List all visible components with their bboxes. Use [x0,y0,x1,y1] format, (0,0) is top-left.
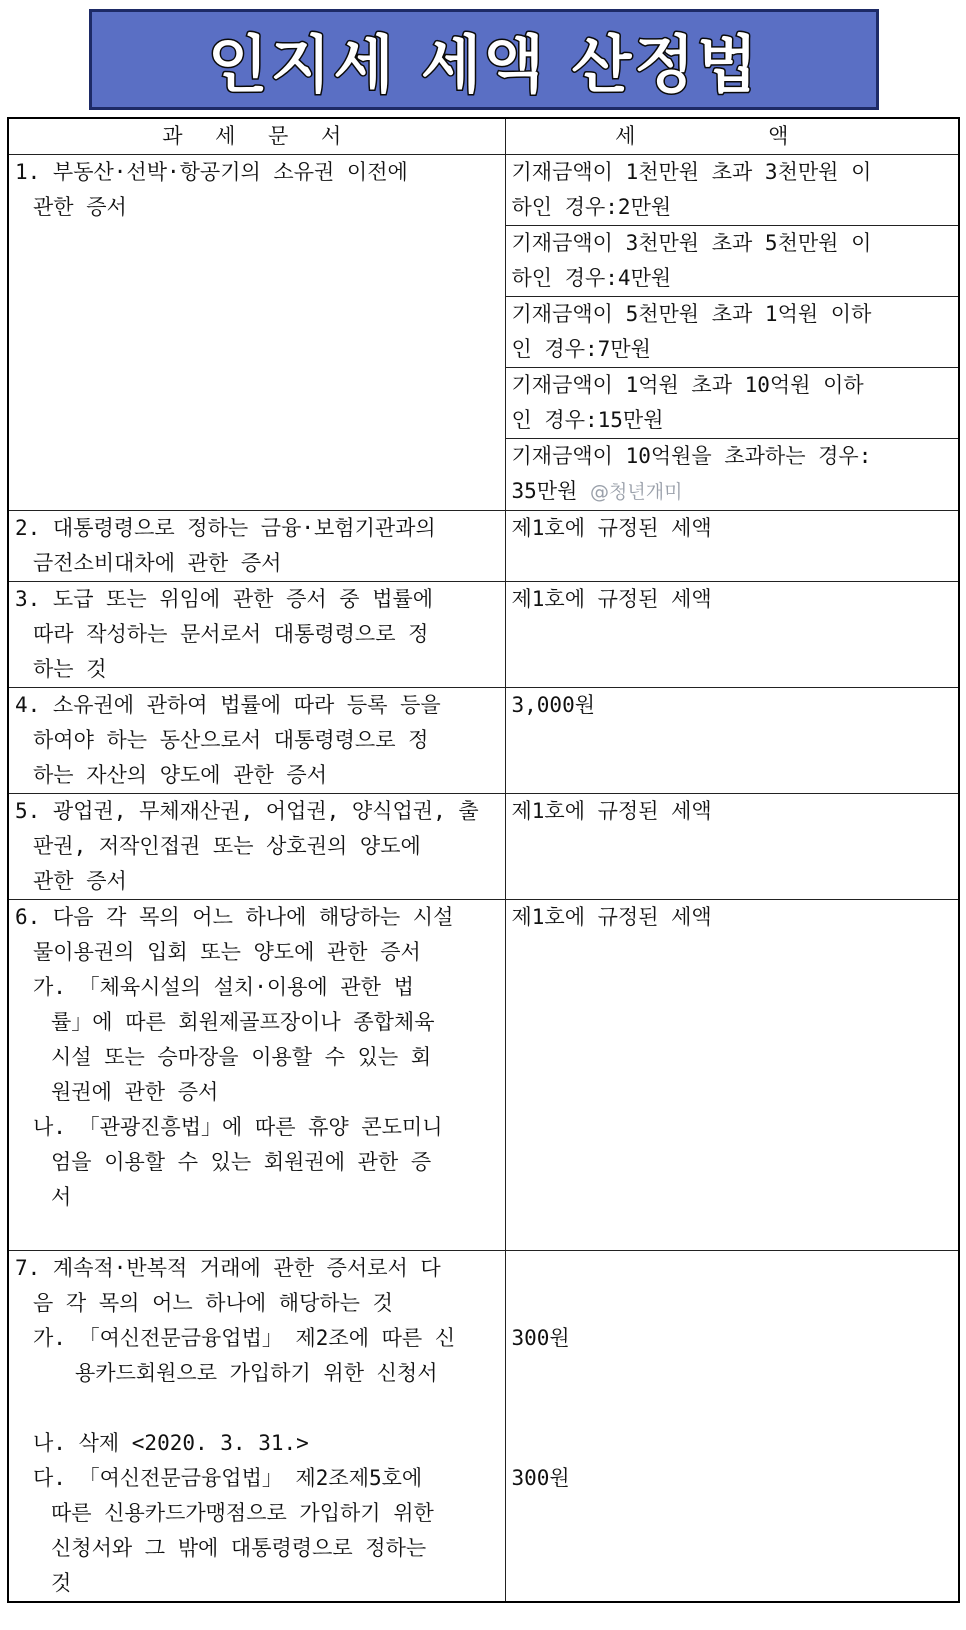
document-cell-5 [8,794,505,900]
row6-na-line: 서 [51,1185,72,1209]
document-cell-4 [8,688,505,794]
tier-1 [506,155,959,226]
tier-4 [506,368,959,439]
row3-line: 따라 작성하는 문서로서 대통령령으로 정 [33,622,429,646]
watermark: @청년개미 [590,481,683,503]
tax-cell-7 [505,1251,959,1603]
tier-amount: 35만원 [511,479,578,503]
row7-ga-line: 가. 「여신전문금융업법」 제2조에 따른 신 [33,1326,456,1350]
row7-ga-line: 용카드회원으로 가입하기 위한 신청서 [75,1361,438,1385]
tier-text: 하인 경우:4만원 [511,266,672,290]
row7-da-line: 다. 「여신전문금융업법」 제2조제5호에 [33,1466,423,1490]
row1-line: 1. 부동산·선박·항공기의 소유권 이전에 [15,160,408,184]
document-cell-7 [8,1251,505,1603]
row7-line: 음 각 목의 어느 하나에 해당하는 것 [33,1291,393,1315]
tax-cell-3: 제1호에 규정된 세액 [505,582,959,688]
table-row [8,794,959,900]
document-cell-1 [8,155,505,511]
document-cell-3 [8,582,505,688]
spacer [15,1391,499,1426]
table-row [8,582,959,688]
row6-ga-line: 원권에 관한 증서 [51,1080,219,1104]
page-title: 인지세 세액 산정법 [207,28,761,101]
tax-table [7,117,960,1603]
tier-3 [506,297,959,368]
row7-da-tax: 300원 [511,1466,570,1490]
row7-da-line: 것 [51,1571,72,1595]
tier-text: 기재금액이 3천만원 초과 5천만원 이 [511,231,872,255]
tier-2 [506,226,959,297]
tier-text: 기재금액이 1억원 초과 10억원 이하 [511,373,864,397]
table-row [8,1251,959,1603]
tier-text: 인 경우:7만원 [511,337,651,361]
row4-line: 하는 자산의 양도에 관한 증서 [33,763,328,787]
tier-text: 기재금액이 10억원을 초과하는 경우: [511,444,872,468]
row6-ga-line: 률」에 따른 회원제골프장이나 종합체육 [51,1010,435,1034]
tier-text: 인 경우:15만원 [511,408,664,432]
row7-da-line: 신청서와 그 밖에 대통령령으로 정하는 [51,1536,427,1560]
table-row [8,688,959,794]
row6-na-line: 엄을 이용할 수 있는 회원권에 관한 증 [51,1150,432,1174]
row6-line: 물이용권의 입회 또는 양도에 관한 증서 [33,940,421,964]
tier-text: 기재금액이 5천만원 초과 1억원 이하 [511,302,872,326]
row6-line: 6. 다음 각 목의 어느 하나에 해당하는 시설 [15,905,454,929]
row7-da-line: 따른 신용카드가맹점으로 가입하기 위한 [51,1501,434,1525]
tier-text: 기재금액이 1천만원 초과 3천만원 이 [511,160,872,184]
tier-5 [506,439,959,510]
table-row [8,511,959,582]
tax-cell-4: 3,000원 [505,688,959,794]
header-taxable-document: 과 세 문 서 [8,118,505,155]
tax-cell-5: 제1호에 규정된 세액 [505,794,959,900]
tax-cell-2: 제1호에 규정된 세액 [505,511,959,582]
tier-text: 하인 경우:2만원 [511,195,672,219]
row5-line: 관한 증서 [33,869,127,893]
row2-line: 금전소비대차에 관한 증서 [33,551,282,575]
table-header-row [8,118,959,155]
tax-cell-1 [505,155,959,511]
row7-ga-tax: 300원 [511,1326,570,1350]
spacer [15,1215,499,1250]
row3-line: 하는 것 [33,657,107,681]
row6-ga-line: 시설 또는 승마장을 이용할 수 있는 회 [51,1045,432,1069]
header-tax-amount: 세 액 [505,118,959,155]
row6-ga-line: 가. 「체육시설의 설치·이용에 관한 법 [33,975,414,999]
row6-na-line: 나. 「관광진흥법」에 따른 휴양 콘도미니 [33,1115,443,1139]
document-cell-2 [8,511,505,582]
row4-line: 하여야 하는 동산으로서 대통령령으로 정 [33,728,429,752]
row4-line: 4. 소유권에 관하여 법률에 따라 등록 등을 [15,693,441,717]
table-row [8,155,959,511]
row7-na-line: 나. 삭제 <2020. 3. 31.> [33,1431,309,1455]
row1-line: 관한 증서 [33,195,127,219]
row5-line: 5. 광업권, 무체재산권, 어업권, 양식업권, 출 [15,799,479,823]
row7-line: 7. 계속적·반복적 거래에 관한 증서로서 다 [15,1256,441,1280]
row5-line: 판권, 저작인접권 또는 상호권의 양도에 [33,834,421,858]
row2-line: 2. 대통령령으로 정하는 금융·보험기관과의 [15,516,436,540]
tier-text [512,474,953,510]
table-row [8,900,959,1251]
row3-line: 3. 도급 또는 위임에 관한 증서 중 법률에 [15,587,434,611]
title-banner [89,9,879,110]
document-cell-6 [8,900,505,1251]
tax-cell-6: 제1호에 규정된 세액 [505,900,959,1251]
